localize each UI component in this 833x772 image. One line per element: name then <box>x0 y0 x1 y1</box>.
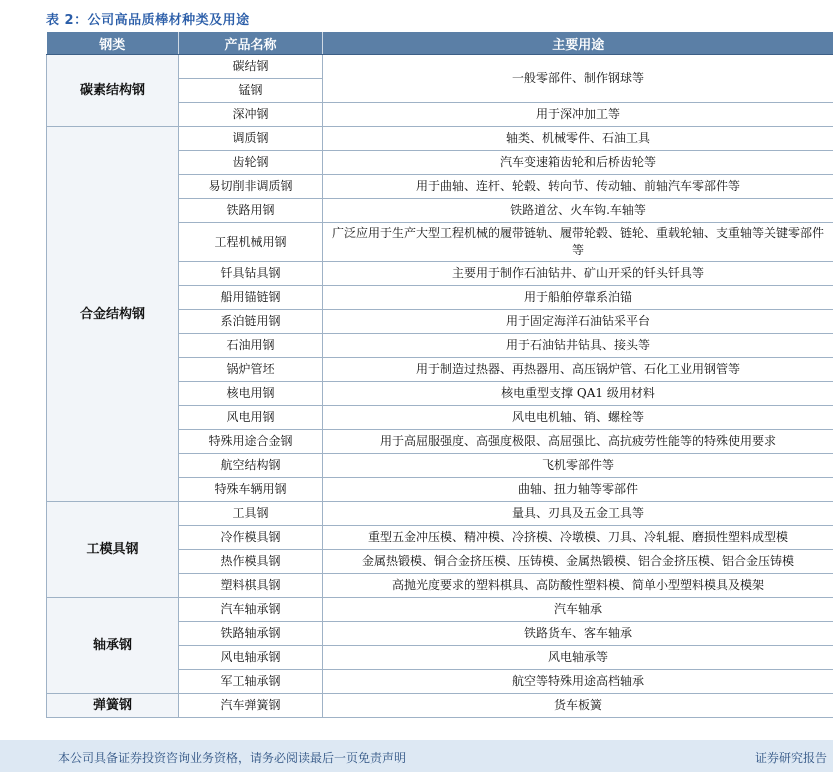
product-name-cell: 铁路用钢 <box>179 199 323 223</box>
table-row <box>47 127 833 151</box>
product-name-cell: 工具钢 <box>179 502 323 526</box>
product-name-cell: 核电用钢 <box>179 382 323 406</box>
product-name-cell: 易切削非调质钢 <box>179 175 323 199</box>
usage-cell: 用于制造过热器、再热器用、高压锅炉管、石化工业用钢管等 <box>323 358 833 382</box>
usage-cell: 铁路货车、客车轴承 <box>323 622 833 646</box>
table-header-row <box>47 32 833 55</box>
category-cell: 碳素结构钢 <box>47 55 179 127</box>
product-name-cell: 船用锚链钢 <box>179 286 323 310</box>
table-row <box>47 502 833 526</box>
usage-cell: 用于固定海洋石油钻采平台 <box>323 310 833 334</box>
usage-cell: 轴类、机械零件、石油工具 <box>323 127 833 151</box>
product-name-cell: 特殊用途合金钢 <box>179 430 323 454</box>
usage-cell: 一般零部件、制作钢球等 <box>323 55 833 103</box>
product-name-cell: 钎具钻具钢 <box>179 262 323 286</box>
product-name-cell: 齿轮钢 <box>179 151 323 175</box>
product-name-cell: 锅炉管坯 <box>179 358 323 382</box>
table-body <box>47 55 833 718</box>
product-name-cell: 工程机械用钢 <box>179 223 323 262</box>
product-name-cell: 航空结构钢 <box>179 454 323 478</box>
usage-cell: 铁路道岔、火车钩.车轴等 <box>323 199 833 223</box>
usage-cell: 风电电机轴、销、螺栓等 <box>323 406 833 430</box>
usage-cell: 飞机零部件等 <box>323 454 833 478</box>
usage-cell: 货车板簧 <box>323 694 833 718</box>
category-cell: 弹簧钢 <box>47 694 179 718</box>
usage-cell: 核电重型支撑 QA1 级用材料 <box>323 382 833 406</box>
product-name-cell: 特殊车辆用钢 <box>179 478 323 502</box>
usage-cell: 用于曲轴、连杆、轮毂、转向节、传动轴、前轴汽车零部件等 <box>323 175 833 199</box>
table-row <box>47 55 833 79</box>
product-name-cell: 冷作模具钢 <box>179 526 323 550</box>
product-name-cell: 锰钢 <box>179 79 323 103</box>
usage-cell: 高抛光度要求的塑料棋具、高防酸性塑料模、简单小型塑料模具及模架 <box>323 574 833 598</box>
product-name-cell: 碳结钢 <box>179 55 323 79</box>
usage-cell: 用于高屈服强度、高强度极限、高屈强比、高抗疲劳性能等的特殊使用要求 <box>323 430 833 454</box>
usage-cell: 风电轴承等 <box>323 646 833 670</box>
header-main-usage: 主要用途 <box>323 32 833 55</box>
product-name-cell: 汽车弹簧钢 <box>179 694 323 718</box>
product-name-cell: 热作模具钢 <box>179 550 323 574</box>
product-name-cell: 深冲钢 <box>179 103 323 127</box>
table-caption: 表 2：公司高品质棒材种类及用途 <box>46 13 250 28</box>
category-cell: 合金结构钢 <box>47 127 179 502</box>
steel-products-table <box>46 32 833 718</box>
usage-cell: 重型五金冲压模、精冲模、冷挤模、冷墩模、刀具、冷轧辊、磨损性塑料成型模 <box>323 526 833 550</box>
product-name-cell: 风电用钢 <box>179 406 323 430</box>
header-steel-type: 钢类 <box>47 32 179 55</box>
usage-cell: 用于船舶停靠系泊锚 <box>323 286 833 310</box>
category-cell: 工模具钢 <box>47 502 179 598</box>
product-name-cell: 铁路轴承钢 <box>179 622 323 646</box>
table-row <box>47 598 833 622</box>
product-name-cell: 塑料棋具钢 <box>179 574 323 598</box>
usage-cell: 汽车变速箱齿轮和后桥齿轮等 <box>323 151 833 175</box>
footer-bar <box>0 740 833 772</box>
footer-disclaimer: 本公司具备证券投资咨询业务资格，请务必阅读最后一页免责声明 <box>58 751 407 765</box>
footer-report-label: 证券研究报告 <box>755 751 827 765</box>
usage-cell: 广泛应用于生产大型工程机械的履带链轨、履带轮毂、链轮、重载轮轴、支重轴等关键零部件等 <box>323 223 833 262</box>
usage-cell: 金属热锻模、铜合金挤压模、压铸模、金属热锻模、铝合金挤压模、铝合金压铸模 <box>323 550 833 574</box>
usage-cell: 用于石油钻井钻具、接头等 <box>323 334 833 358</box>
usage-cell: 曲轴、扭力轴等零部件 <box>323 478 833 502</box>
category-cell: 轴承钢 <box>47 598 179 694</box>
product-name-cell: 军工轴承钢 <box>179 670 323 694</box>
header-product-name: 产品名称 <box>179 32 323 55</box>
usage-cell: 量具、刃具及五金工具等 <box>323 502 833 526</box>
usage-cell: 汽车轴承 <box>323 598 833 622</box>
product-name-cell: 调质钢 <box>179 127 323 151</box>
product-name-cell: 汽车轴承钢 <box>179 598 323 622</box>
usage-cell: 航空等特殊用途高档轴承 <box>323 670 833 694</box>
usage-cell: 用于深冲加工等 <box>323 103 833 127</box>
usage-cell: 主要用于制作石油钻井、矿山开采的钎头钎具等 <box>323 262 833 286</box>
product-name-cell: 系泊链用钢 <box>179 310 323 334</box>
table-row <box>47 694 833 718</box>
product-name-cell: 风电轴承钢 <box>179 646 323 670</box>
product-name-cell: 石油用钢 <box>179 334 323 358</box>
